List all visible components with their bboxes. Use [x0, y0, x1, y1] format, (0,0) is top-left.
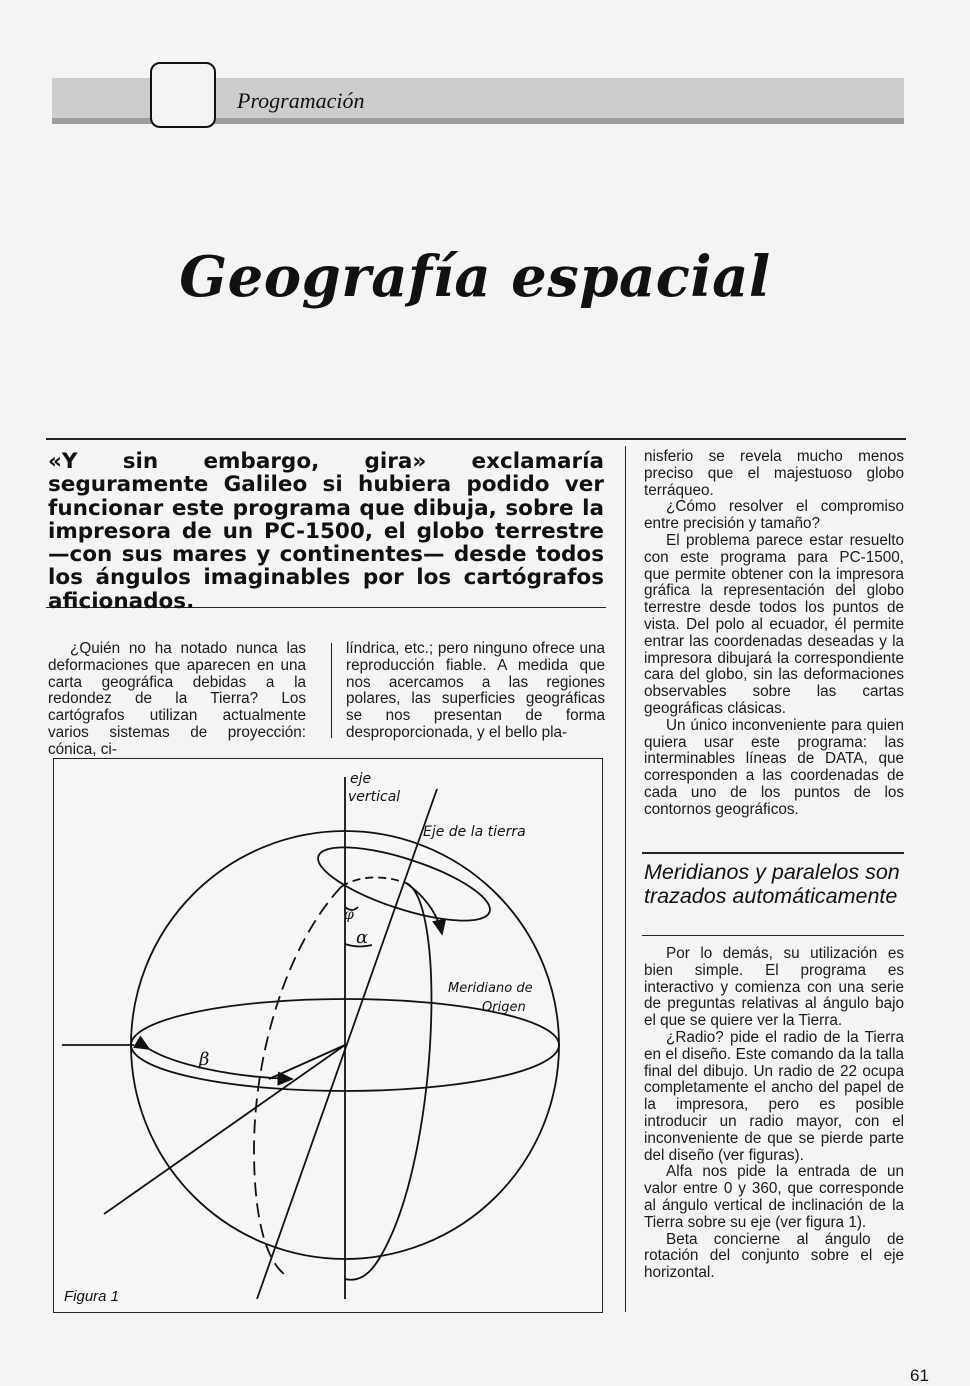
label-earth-axis: Eje de la tierra — [423, 824, 526, 840]
paragraph: Beta concierne al ángulo de rotación del conjunto sobre el eje horizontal. — [644, 1230, 904, 1282]
globe-diagram — [54, 759, 604, 1314]
label-eje: eje — [350, 771, 372, 787]
label-alpha: α — [356, 927, 369, 948]
label-phi: φ — [344, 907, 354, 923]
paragraph: ¿Radio? pide el radio de la Tierra en el diseño. Este comando da la talla final del dibujo. Un radio de 22 ocupa completamente el ancho del papel de la impresora, pero es posible introducir un radio mayor, con el inconveniente de que se pierde parte del diseño (ver figuras). — [644, 1028, 904, 1164]
column-divider — [625, 446, 626, 1312]
beta-arrow — [149, 1049, 292, 1079]
paragraph: ¿Quién no ha notado nunca las deformaciones que aparecen en una carta geográfica debidas a la redondez de la Tierra? Los cartógrafos utilizan actualmente varios sistemas de proyección: cónica, ci- — [48, 640, 306, 758]
page-number: 61 — [910, 1366, 929, 1385]
figure-caption: Figura 1 — [64, 1288, 120, 1305]
subheading-rule — [642, 935, 904, 936]
paragraph: líndrica, etc.; pero ninguno ofrece una reproducción fiable. A medida que nos acercamos a las regiones polares, las superficies geográficas se nos presentan de forma desproporcionada, y el bello pla- — [346, 640, 605, 741]
subheading-rule — [642, 852, 904, 854]
paragraph: ¿Cómo resolver el compromiso entre precisión y tamaño? — [644, 498, 904, 533]
label-meridiano: Meridiano de — [448, 981, 533, 996]
label-beta: β — [199, 1049, 210, 1070]
figure-1 — [53, 758, 603, 1313]
body-column-3-top — [644, 449, 904, 819]
diagonal-line — [104, 1045, 345, 1214]
label-origen: Origen — [482, 1000, 526, 1015]
lead-paragraph: «Y sin embargo, gira» exclamaría seguramente Galileo si hubiera podido ver funcionar este programa que dibuja, sobre la impresora de un PC-1500, el globo terrestre —con sus mares y continentes— desde todos los ángulos imaginables por los cartógrafos aficionados. — [48, 449, 604, 614]
article-title: Geografía espacial — [179, 244, 771, 310]
subheading: Meridianos y paralelos son trazados automáticamente — [644, 860, 900, 908]
paragraph: Un único inconveniente para quien quiera usar este programa: las interminables líneas de DATA, que corresponden a las coordenadas de cada uno de los puntos de los contornos geográficos. — [644, 716, 904, 818]
column-divider — [331, 643, 332, 738]
section-title: Programación — [237, 88, 365, 113]
top-rule — [46, 438, 906, 440]
body-column-3-bottom — [644, 946, 904, 1282]
label-vertical: vertical — [348, 789, 401, 805]
paragraph: Por lo demás, su utilización es bien simple. El programa es interactivo y comienza con una serie de preguntas relativas al ángulo bajo el que se quiere ver la Tierra. — [644, 945, 904, 1030]
section-header-box — [150, 62, 216, 128]
paragraph: Alfa nos pide la entrada de un valor entre 0 y 360, que corresponde al ángulo vertical de inclinación de la Tierra sobre su eje (ver figura 1). — [644, 1163, 904, 1231]
dashed-meridian — [254, 887, 341, 1274]
paragraph: nisferio se revela mucho menos preciso que el majestuoso globo terráqueo. — [644, 448, 904, 499]
body-column-2 — [346, 641, 605, 742]
earth-axis — [257, 789, 437, 1299]
paragraph: El problema parece estar resuelto con este programa para PC-1500, que permite obtener con la impresora gráfica la representación del globo terrestre desde todos los puntos de vista. Del polo al ecuador, él permite entrar las coordenadas deseadas y la impresora dibujará la correspondiente cara del globo, sin las deformaciones observables sobre las cartas geográficas clásicas. — [644, 531, 904, 717]
body-column-1 — [48, 641, 306, 759]
